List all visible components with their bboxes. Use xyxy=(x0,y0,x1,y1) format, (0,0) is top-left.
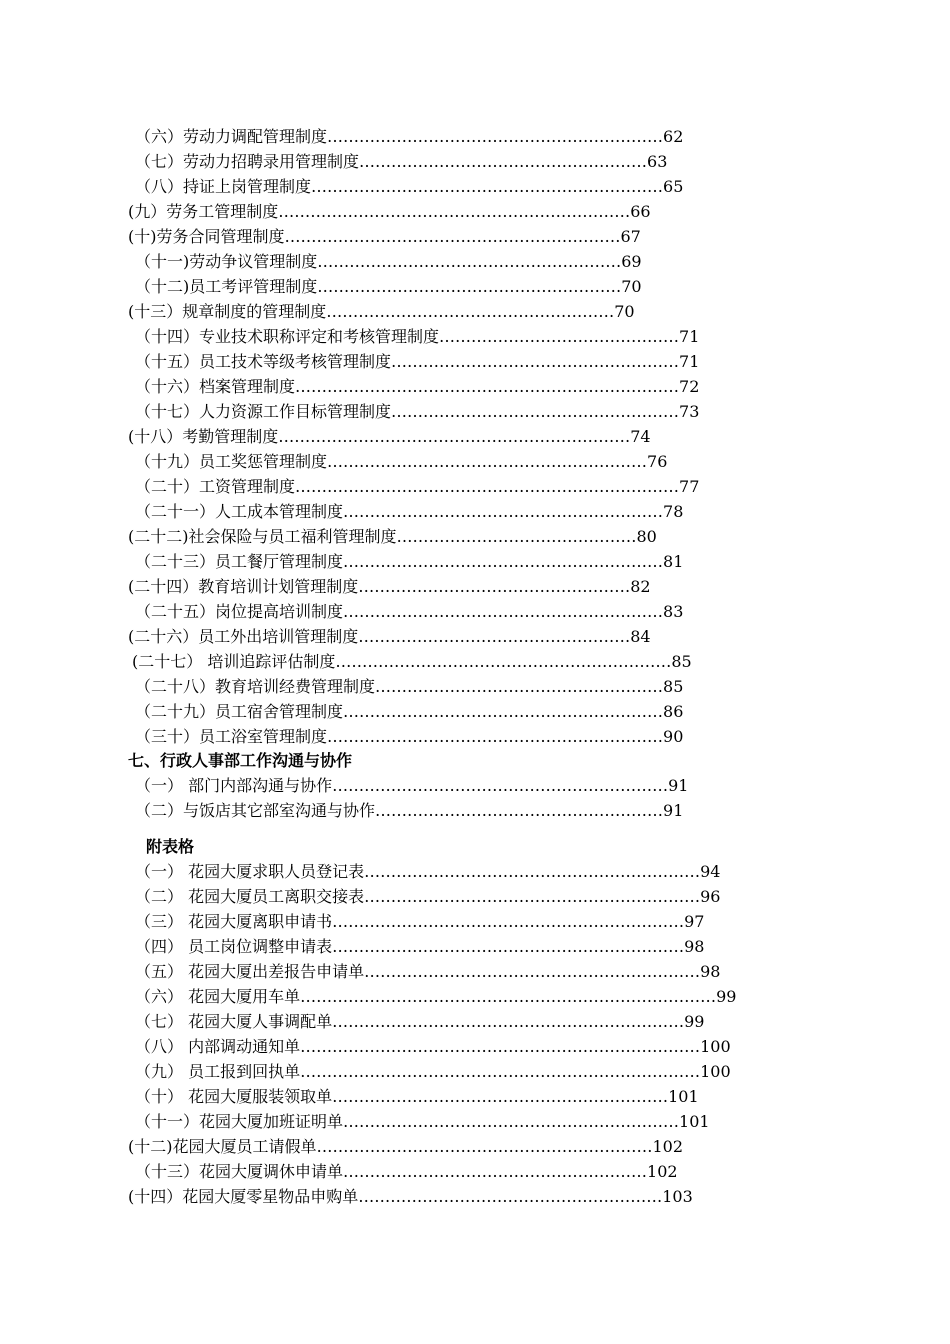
toc-entry: (二十二)社会保险与员工福利管理制度………………………………………80 xyxy=(128,527,657,546)
toc-entry: （十六）档案管理制度………………………………………………………………72 xyxy=(135,377,700,396)
toc-entry: （三） 花园大厦离职申请书…………………………………………………………97 xyxy=(135,912,705,931)
toc-entry: （十一)劳动争议管理制度…………………………………………………69 xyxy=(135,252,642,271)
toc-entry: （十九）员工奖惩管理制度……………………………………………………76 xyxy=(135,452,668,471)
toc-entry: （十七）人力资源工作目标管理制度………………………………………………73 xyxy=(135,402,700,421)
toc-entry: （十五）员工技术等级考核管理制度………………………………………………71 xyxy=(135,352,700,371)
toc-entry: （二）与饭店其它部室沟通与协作………………………………………………91 xyxy=(135,801,684,820)
toc-entry: (十八）考勤管理制度…………………………………………………………74 xyxy=(128,427,651,446)
toc-entry: （十） 花园大厦服装领取单………………………………………………………101 xyxy=(135,1087,699,1106)
toc-entry: （十三）花园大厦调休申请单…………………………………………………102 xyxy=(135,1162,678,1181)
toc-entry: （二十九）员工宿舍管理制度……………………………………………………86 xyxy=(135,702,684,721)
toc-entry: （六） 花园大厦用车单……………………………………………………………………99 xyxy=(135,987,737,1006)
toc-entry: (二十七） 培训追踪评估制度………………………………………………………85 xyxy=(132,652,692,671)
toc-entry: （二十）工资管理制度………………………………………………………………77 xyxy=(135,477,700,496)
toc-entry: （十四）专业技术职称评定和考核管理制度………………………………………71 xyxy=(135,327,700,346)
toc-entry: （十一）花园大厦加班证明单………………………………………………………101 xyxy=(135,1112,710,1131)
toc-entry: （一） 花园大厦求职人员登记表………………………………………………………94 xyxy=(135,862,721,881)
appendix-heading: 附表格 xyxy=(146,837,195,856)
toc-entry: （二十一）人工成本管理制度……………………………………………………78 xyxy=(135,502,684,521)
toc-entry: （七）劳动力招聘录用管理制度………………………………………………63 xyxy=(135,152,668,171)
toc-entry: （十二)员工考评管理制度…………………………………………………70 xyxy=(135,277,642,296)
toc-entry: （二十五）岗位提高培训制度……………………………………………………83 xyxy=(135,602,684,621)
toc-entry: （四） 员工岗位调整申请表…………………………………………………………98 xyxy=(135,937,705,956)
toc-entry: (十二)花园大厦员工请假单………………………………………………………102 xyxy=(128,1137,684,1156)
section-heading: 七、行政人事部工作沟通与协作 xyxy=(128,751,353,770)
toc-entry: （八） 内部调动通知单…………………………………………………………………100 xyxy=(135,1037,731,1056)
toc-entry: (二十四）教育培训计划管理制度……………………………………………82 xyxy=(128,577,651,596)
toc-entry: (二十六）员工外出培训管理制度……………………………………………84 xyxy=(128,627,651,646)
toc-entry: （七） 花园大厦人事调配单…………………………………………………………99 xyxy=(135,1012,705,1031)
toc-entry: （二十三）员工餐厅管理制度……………………………………………………81 xyxy=(135,552,684,571)
toc-entry: （八）持证上岗管理制度…………………………………………………………65 xyxy=(135,177,684,196)
toc-entry: (十三）规章制度的管理制度………………………………………………70 xyxy=(128,302,635,321)
toc-entry: （三十）员工浴室管理制度………………………………………………………90 xyxy=(135,727,684,746)
toc-entry: (十)劳务合同管理制度………………………………………………………67 xyxy=(128,227,641,246)
toc-entry: （九） 员工报到回执单…………………………………………………………………100 xyxy=(135,1062,731,1081)
toc-entry: （一） 部门内部沟通与协作………………………………………………………91 xyxy=(135,776,689,795)
toc-entry: （五） 花园大厦出差报告申请单………………………………………………………98 xyxy=(135,962,721,981)
toc-entry: （二十八）教育培训经费管理制度………………………………………………85 xyxy=(135,677,684,696)
toc-entry: (九）劳务工管理制度…………………………………………………………66 xyxy=(128,202,651,221)
toc-entry: (十四）花园大厦零星物品申购单…………………………………………………103 xyxy=(128,1187,693,1206)
toc-entry: （六）劳动力调配管理制度………………………………………………………62 xyxy=(135,127,684,146)
toc-entry: （二） 花园大厦员工离职交接表………………………………………………………96 xyxy=(135,887,721,906)
